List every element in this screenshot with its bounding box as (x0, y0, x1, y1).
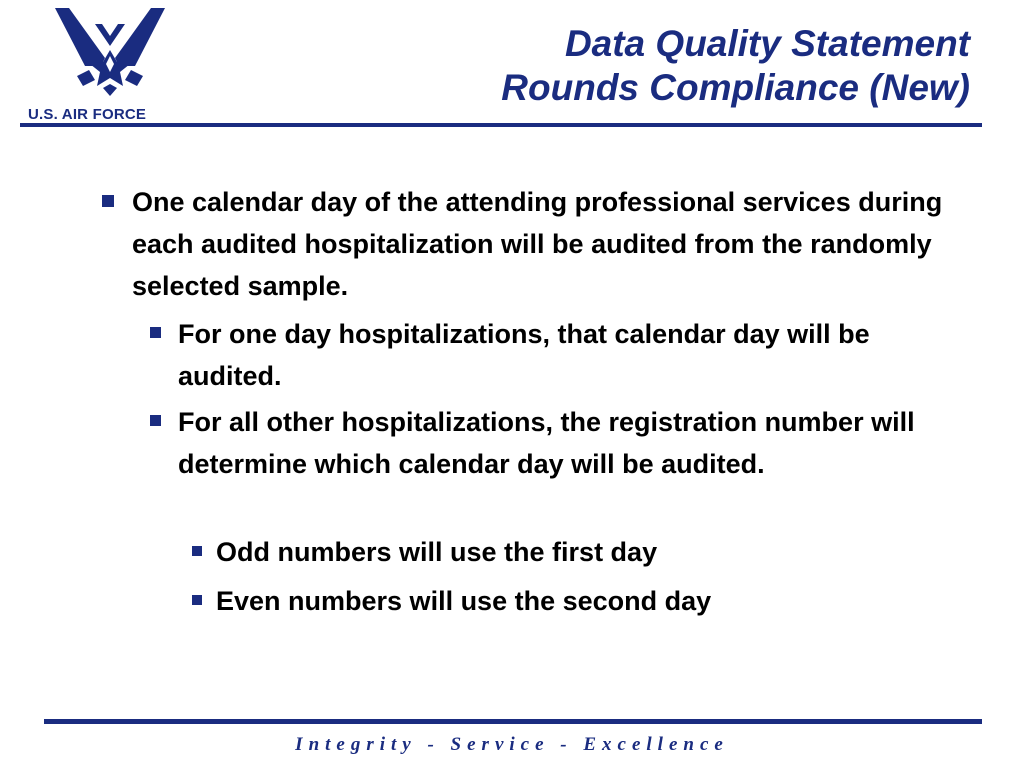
bullet-text: Odd numbers will use the first day (216, 537, 658, 567)
slide-title (501, 22, 970, 110)
bullet-level-2 (178, 401, 988, 485)
bullet-level-3 (216, 580, 976, 622)
bullet-square-icon (192, 546, 202, 556)
bullet-square-icon (150, 327, 161, 338)
bullet-text: For one day hospitalizations, that calendar day will be audited. (178, 319, 870, 391)
air-force-wings-icon (55, 6, 165, 98)
bullet-square-icon (192, 595, 202, 605)
logo-text: U.S. AIR FORCE (28, 106, 147, 123)
title-line-1: Data Quality Statement (564, 23, 970, 64)
bullet-square-icon (102, 195, 114, 207)
footer-motto: Integrity - Service - Excellence (295, 734, 729, 755)
bullet-text: One calendar day of the attending professional services during each audited hospitalization will be audited from the randomly selected sample. (132, 187, 943, 301)
title-line-2: Rounds Compliance (New) (501, 67, 970, 108)
bullet-text: Even numbers will use the second day (216, 586, 712, 616)
us-air-force-logo (20, 6, 180, 126)
footer-divider (44, 719, 982, 724)
bullet-square-icon (150, 415, 161, 426)
bullet-level-3 (216, 531, 976, 573)
bullet-level-2 (178, 313, 978, 397)
bullet-text: For all other hospitalizations, the registration number will determine which calendar day will be audited. (178, 407, 915, 479)
title-divider (20, 123, 982, 127)
bullet-level-1 (132, 181, 982, 307)
